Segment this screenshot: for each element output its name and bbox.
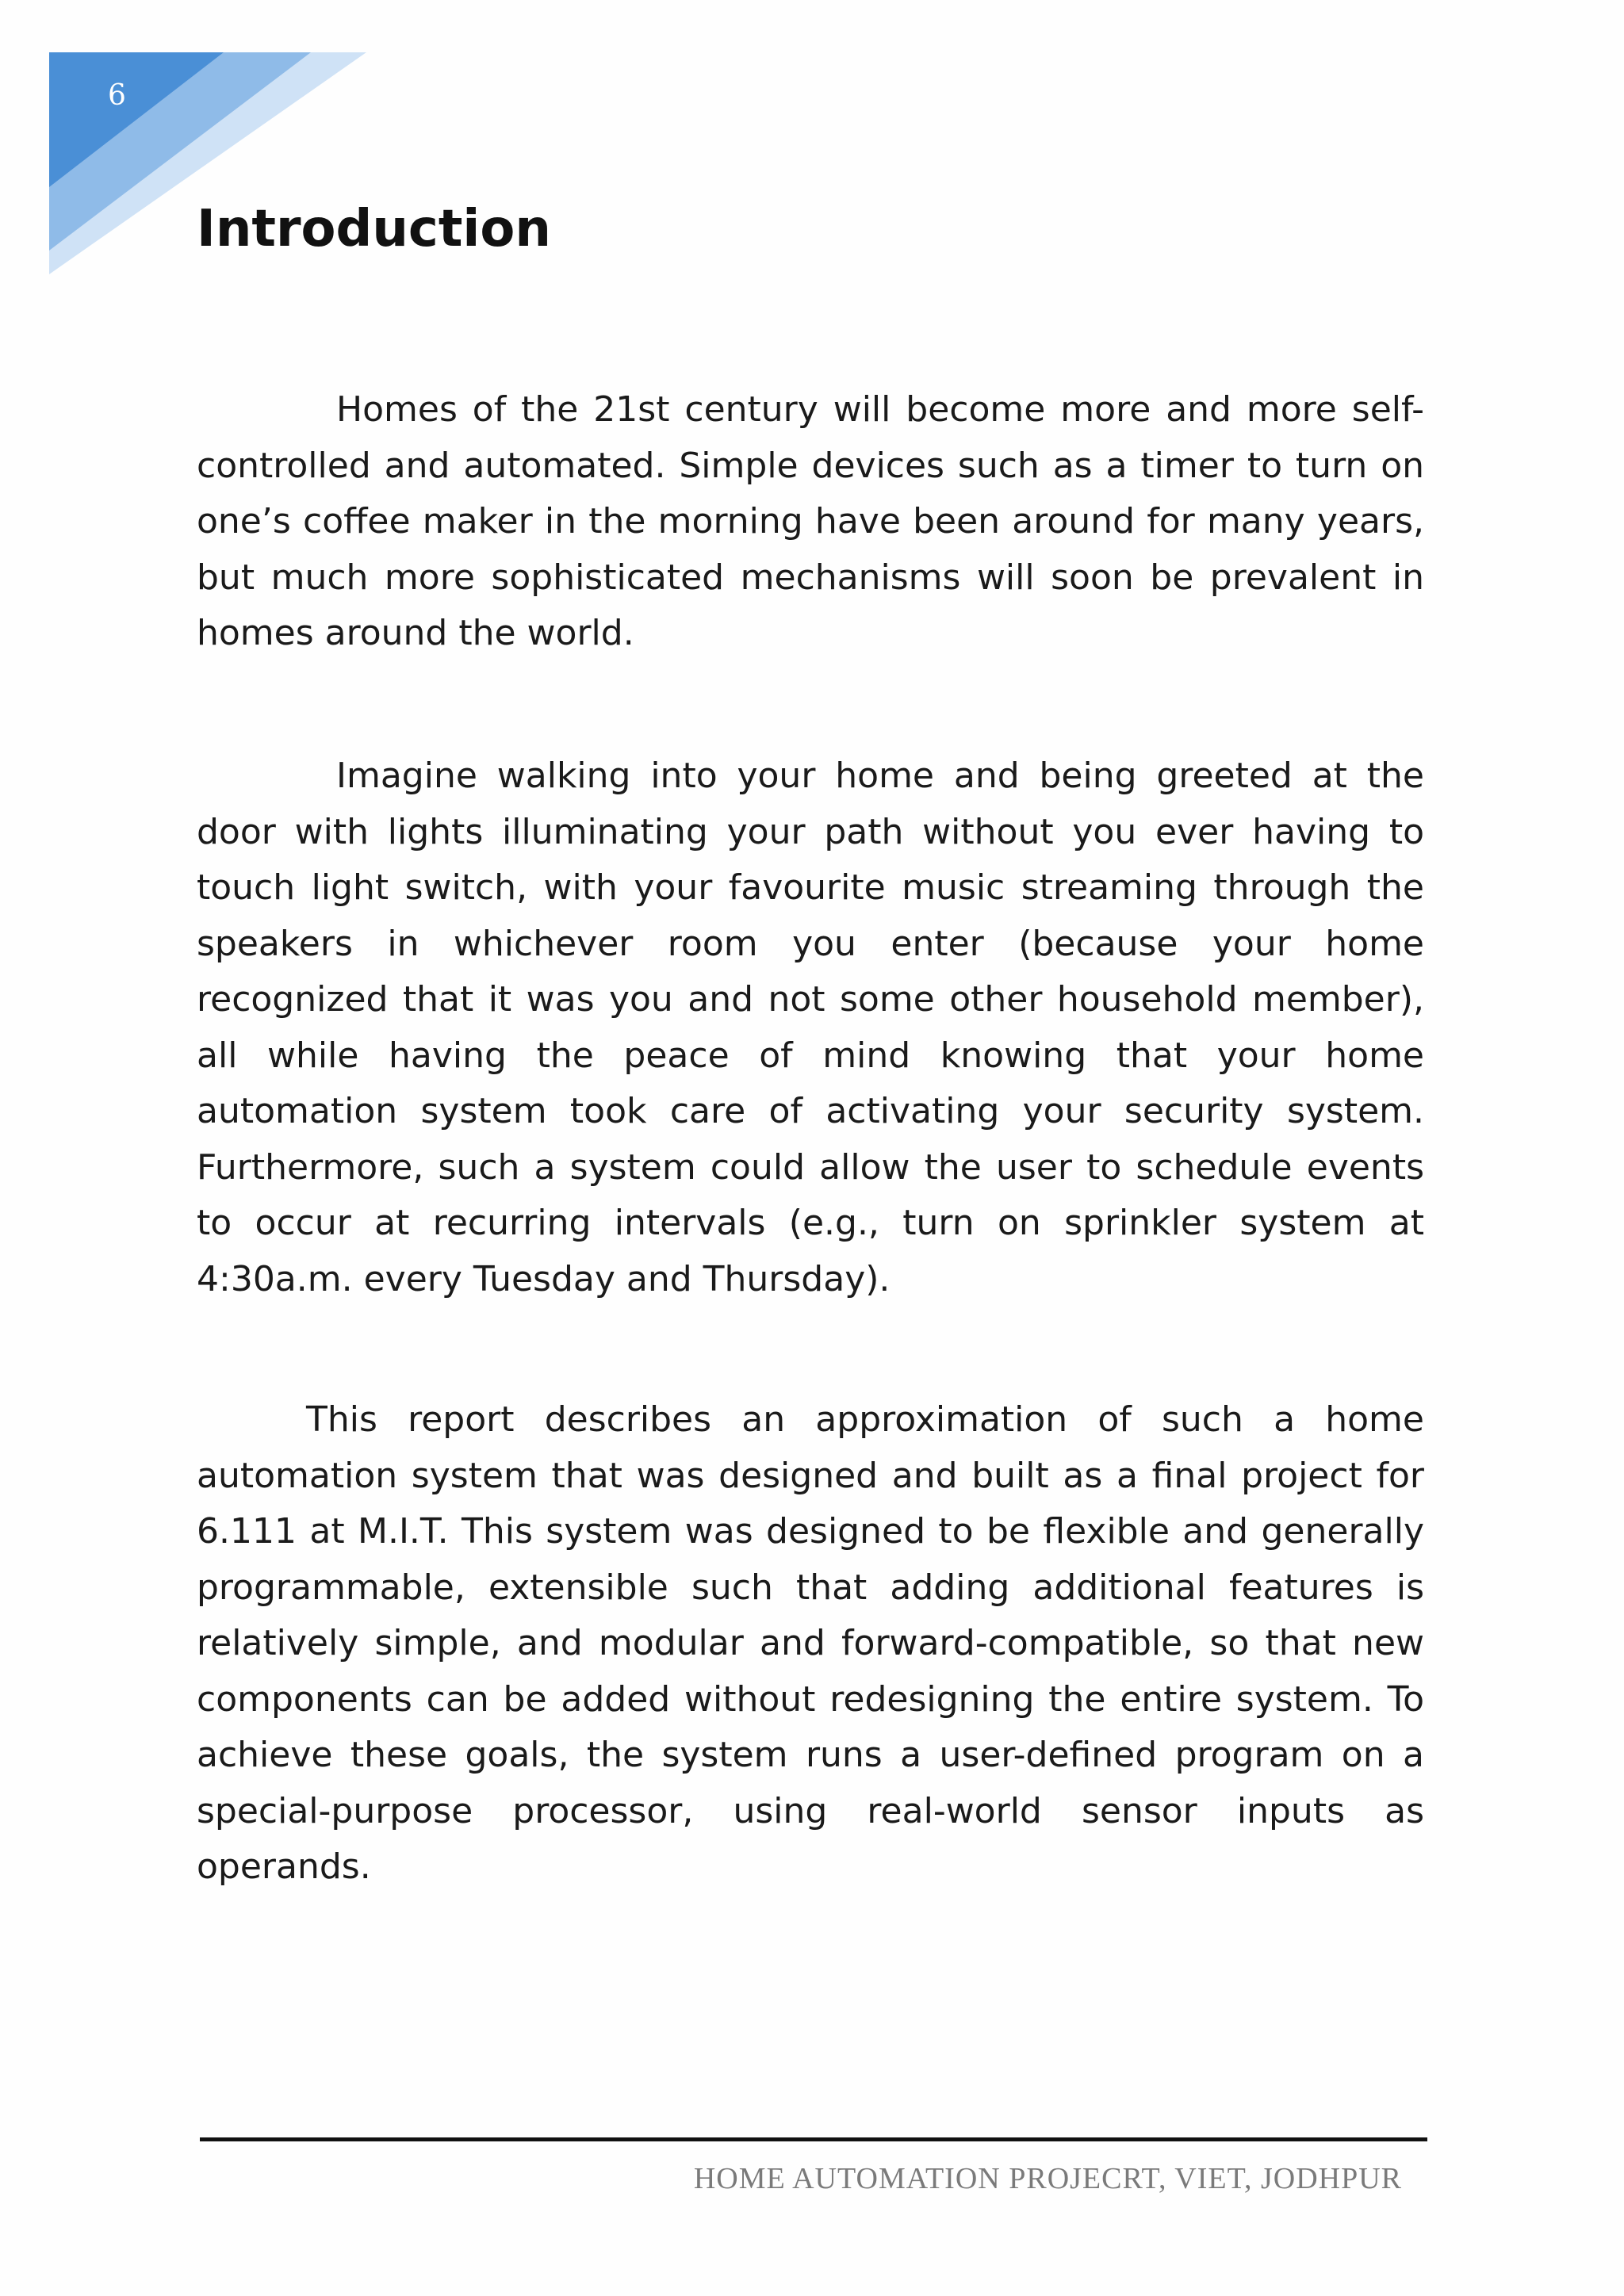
paragraph-3: This report describes an approximation of such a home automation system that was designed and built as a final project for 6.111 at M.I.T. This system was designed to be flexible and generally programmable, extensible such that adding additional features is relatively simple, and modular and forward-compatible, so that new components can be added without redesigning the entire system. To achieve these goals, the system runs a user-defined program on a special-purpose processor, using real-world sensor inputs as operands. [197, 1399, 1424, 1887]
footer-text: HOME AUTOMATION PROJECRT, VIET, JODHPUR [693, 2162, 1402, 2195]
paragraph-1: Homes of the 21st century will become more and more self-controlled and automated. Simple devices such as a timer to turn on one’s coffee maker in the morning have been around for many years, but much more sophisticated mechanisms will soon be prevalent in homes around the world. [197, 389, 1424, 653]
paragraph-2: Imagine walking into your home and being greeted at the door with lights illuminating your path without you ever having to touch light switch, with your favourite music streaming through the speakers in whichever room you enter (because your home recognized that it was you and not some other household member), all while having the peace of mind knowing that your home automation system took care of activating your security system. Furthermore, such a system could allow the user to schedule events to occur at recurring intervals (e.g., turn on sprinkler system at 4:30a.m. every Tuesday and Thursday). [197, 756, 1424, 1299]
page-title: Introduction [197, 200, 551, 258]
page-number: 6 [108, 79, 126, 112]
footer-divider [200, 2137, 1427, 2141]
